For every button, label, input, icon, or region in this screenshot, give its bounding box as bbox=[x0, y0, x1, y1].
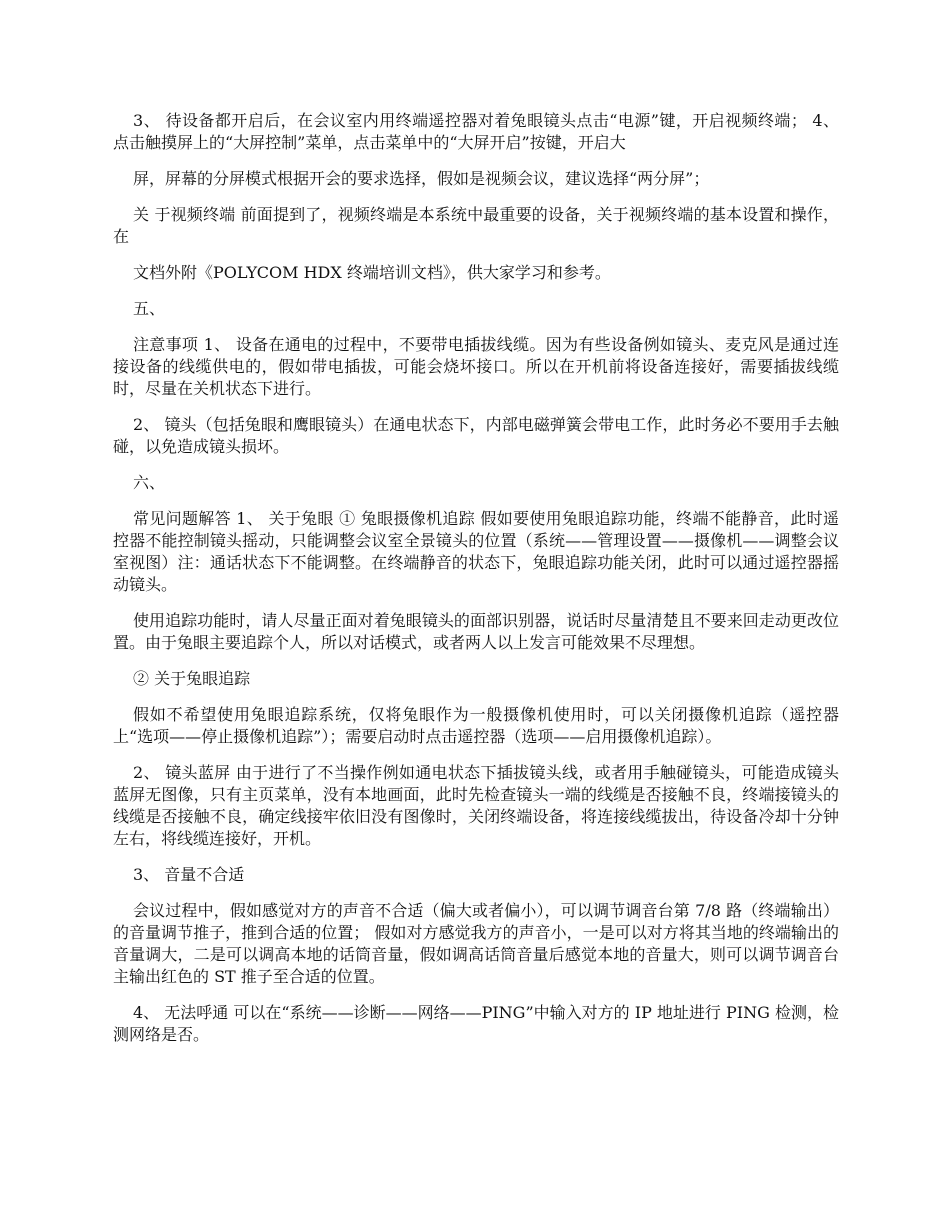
paragraph-disable-tracking: 假如不希望使用兔眼追踪系统，仅将兔眼作为一般摄像机使用时，可以关闭摄像机追踪（遥控器上“选项——停止摄像机追踪”）；需要启动时点击遥控器（选项——启用摄像机追踪）。 bbox=[113, 705, 839, 746]
paragraph-tracking-usage: 使用追踪功能时，请人尽量正面对着兔眼镜头的面部识别器，说话时尽量清楚且不要来回走动更改位置。由于兔眼主要追踪个人，所以对话模式，或者两人以上发言可能效果不尽理想。 bbox=[113, 611, 839, 652]
paragraph-training-doc: 文档外附《POLYCOM HDX 终端培训文档》，供大家学习和参考。 bbox=[133, 263, 611, 282]
paragraph-volume: 会议过程中，假如感觉对方的声音不合适（偏大或者偏小），可以调节调音台第 7/8 路（终端输出）的音量调节推子，推到合适的位置； 假如对方感觉我方的声音小，一是可以对方将其当地的终端输出的音量调大，二是可以调高本地的话筒音量，假如调高话筒音量后感觉本地的音量大，则可以调节调音台主输出红色的 ST 推子至合适的位置。 bbox=[113, 901, 839, 986]
paragraph-blue-screen: 2、 镜头蓝屏 由于进行了不当操作例如通电状态下插拔镜头线，或者用手触碰镜头，可能造成镜头蓝屏无图像，只有主页菜单，没有本地画面，此时先检查镜头一端的线缆是否接触不良，终端接镜头的线缆是否接触不良，确定线接牢依旧没有图像时，关闭终端设备，将连接线缆拔出，待设备冷却十分钟左右，将线缆连接好，开机。 bbox=[113, 763, 839, 848]
paragraph-split-screen: 屏，屏幕的分屏模式根据开会的要求选择，假如是视频会议，建议选择“两分屏”； bbox=[133, 169, 710, 188]
paragraph-precautions-1: 注意事项 1、 设备在通电的过程中，不要带电插拔线缆。因为有些设备例如镜头、麦克风是通过连接设备的线缆供电的，假如带电插拔，可能会烧坏接口。所以在开机前将设备连接好，需要插拔线缆时，尽量在关机状态下进行。 bbox=[113, 335, 839, 398]
subheading-volume: 3、 音量不合适 bbox=[133, 865, 245, 884]
paragraph-video-terminal: 关 于视频终端 前面提到了，视频终端是本系统中最重要的设备，关于视频终端的基本设置和操作，在 bbox=[113, 205, 839, 246]
paragraph-no-call: 4、 无法呼通 可以在“系统——诊断——网络——PING”中输入对方的 IP 地址进行 PING 检测，检测网络是否。 bbox=[113, 1003, 839, 1044]
section-heading-five: 五、 bbox=[133, 299, 166, 318]
paragraph-precautions-2: 2、 镜头（包括兔眼和鹰眼镜头）在通电状态下，内部电磁弹簧会带电工作，此时务必不要用手去触碰，以免造成镜头损坏。 bbox=[113, 415, 839, 456]
document-page bbox=[113, 110, 839, 1060]
subheading-tracking: ② 关于兔眼追踪 bbox=[133, 669, 251, 688]
section-heading-six: 六、 bbox=[133, 473, 166, 492]
paragraph-startup-steps: 3、 待设备都开启后，在会议室内用终端遥控器对着兔眼镜头点击“电源”键，开启视频终端； 4、 点击触摸屏上的“大屏控制”菜单，点击菜单中的“大屏开启”按键，开启大 bbox=[113, 111, 839, 152]
paragraph-faq-tracking: 常见问题解答 1、 关于兔眼 ① 兔眼摄像机追踪 假如要使用兔眼追踪功能，终端不能静音，此时遥控器不能控制镜头摇动，只能调整会议室全景镜头的位置（系统——管理设置——摄像机——调整会议室视图）注：通话状态下不能调整。在终端静音的状态下，兔眼追踪功能关闭，此时可以通过遥控器摇动镜头。 bbox=[113, 509, 839, 594]
